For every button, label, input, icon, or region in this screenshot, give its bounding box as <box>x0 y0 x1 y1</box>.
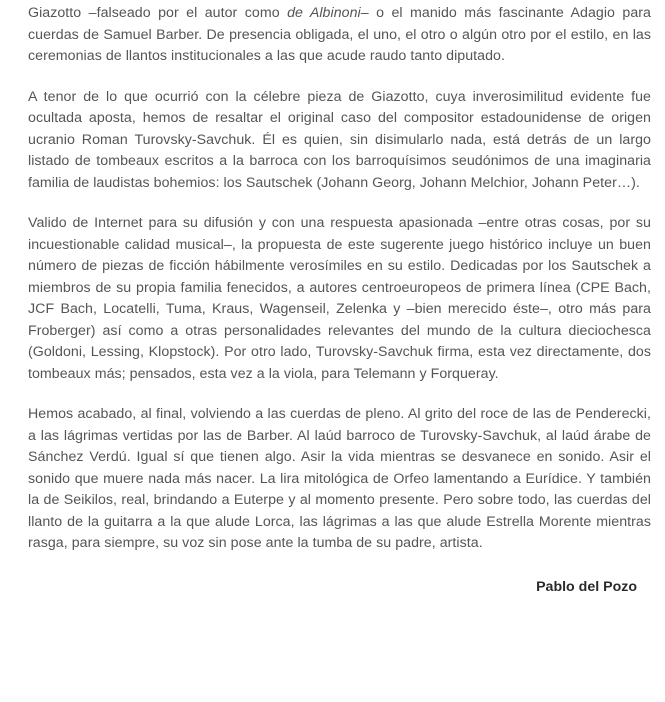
paragraph-1-text-b: – o el manido más fascinante Adagio para cuerdas de Samuel Barber. De presencia obligada, el uno, el otro o algún otro por el estilo, en las ceremonias de llantos institucionales a las que acude raudo tanto diputado. <box>28 5 651 64</box>
paragraph-3: Valido de Internet para su difusión y con una respuesta apasionada –entre otras cosas, por su incuestionable calidad musical–, la propuesta de este sugerente juego histórico incluye un buen número de piezas de ficción hábilmente verosímiles en su estilo. Dedicadas por los Sautschek a miembros de su propia familia fenecidos, a autores centroeuropeos de primera línea (CPE Bach, JCF Bach, Locatelli, Tuma, Kraus, Wagenseil, Zelenka y –bien merecido éste–, otro más para Froberger) así como a otras personalidades relevantes del mundo de la cultura dieciochesca (Goldoni, Lessing, Klopstock). Por otro lado, Turovsky-Savchuk firma, esta vez directamente, dos tombeaux más; pensados, esta vez a la viola, para Telemann y Forqueray. <box>28 215 651 382</box>
paragraph-1-italic: de Albinoni <box>287 5 361 21</box>
paragraph-2: A tenor de lo que ocurrió con la célebre pieza de Giazotto, cuya inverosimilitud evidente fue ocultada aposta, hemos de resaltar el original caso del compositor estadounidense de origen ucranio Roman Turovsky-Savchuk. Él es quien, sin disimularlo nada, está detrás de un largo listado de tombeaux escritos a la barroca con los barroquísimos seudónimos de una imaginaria familia de laudistas bohemios: los Sautschek (Johann Georg, Johann Melchior, Johann Peter…). <box>28 88 651 191</box>
paragraph-1-text-a: Giazotto –falseado por el autor como <box>28 5 288 21</box>
paragraph-4: Hemos acabado, al final, volviendo a las cuerdas de pleno. Al grito del roce de las de Penderecki, a las lágrimas vertidas por las de Barber. Al laúd barroco de Turovsky-Savchuk, al laúd árabe de Sánchez Verdú. Igual sí que tienen algo. Asir la vida mientras se desvanece en sonido. Asir el sonido que muere nada más nacer. La lira mitológica de Orfeo lamentando a Eurídice. Y también la de Seikilos, real, brindando a Euterpe y al momento presente. Pero sobre todo, las cuerdas del llanto de la guitarra a la que alude Lorca, las lágrimas a las que alude Estrella Morente mientras rasga, para siempre, su voz sin pose ante la tumba de su padre, artista. <box>28 406 651 551</box>
paragraph-1 <box>28 3 651 68</box>
author-signature: Pablo del Pozo <box>536 578 637 595</box>
article-body <box>0 3 665 598</box>
